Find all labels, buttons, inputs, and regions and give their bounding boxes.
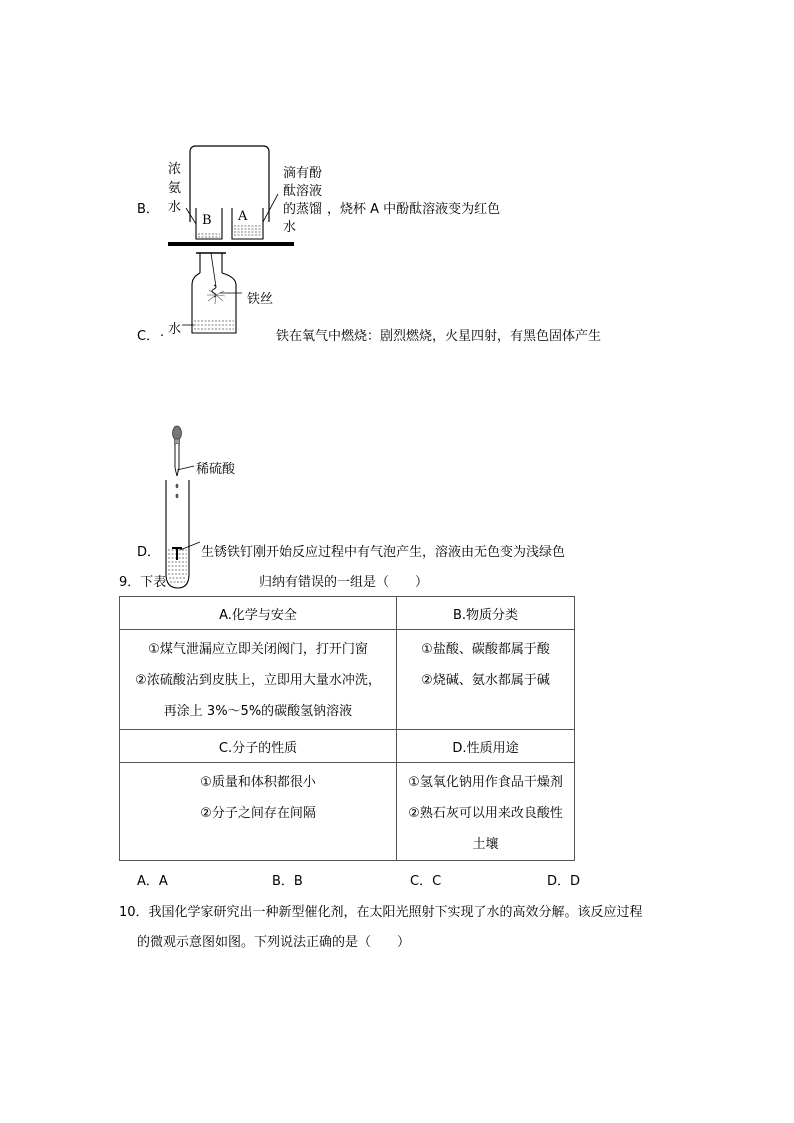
cell-a-line-1: ①煤气泄漏应立即关闭阀门，打开门窗	[148, 642, 368, 657]
cell-b-line-1: ①盐酸、碳酸都属于酸	[421, 642, 550, 657]
dilute-sulfuric-acid-label: 稀硫酸	[196, 462, 236, 477]
cell-a-head: A.化学与安全	[120, 597, 397, 630]
cell-b-head: B.物质分类	[397, 597, 575, 630]
option-c-dot: .	[160, 325, 165, 340]
water-label-c: 水	[168, 322, 182, 337]
phenolphthalein-label: 滴有酚 酞溶液 的蒸馏 水	[283, 166, 323, 235]
cell-c-line-2: ②分子之间存在间隔	[200, 806, 316, 821]
cell-a-line-3: 再涂上 3%～5%的碳酸氢钠溶液	[163, 704, 353, 719]
cell-d-body	[397, 763, 575, 861]
q9-stem-left: 9．下表	[119, 575, 167, 590]
cell-d-line-1: ①氢氧化钠用作食品干燥剂	[408, 775, 563, 790]
q9-summary-table	[119, 596, 575, 861]
cell-c-head: C.分子的性质	[120, 730, 397, 763]
beaker-a-label: A	[238, 209, 248, 224]
option-b-letter: B．	[137, 202, 159, 217]
ammonia-label: 浓 氨 水	[168, 162, 182, 215]
option-d-text: 生锈铁钉刚开始反应过程中有气泡产生，溶液由无色变为浅绿色	[201, 545, 566, 560]
q9-choice-b[interactable]: B．B	[272, 874, 303, 889]
cell-a-line-2: ②浓硫酸沾到皮肤上，立即用大量水冲洗，	[135, 673, 381, 688]
iron-wire-label: 铁丝	[247, 292, 274, 307]
cell-d-line-3: 土壤	[472, 837, 499, 852]
cell-b-line-2: ②烧碱、氨水都属于碱	[421, 673, 550, 688]
cell-a-body	[120, 630, 397, 730]
q10-line-1: 10．我国化学家研究出一种新型催化剂，在太阳光照射下实现了水的高效分解。该反应过程	[119, 905, 643, 920]
beaker-b-label: B	[202, 213, 212, 228]
cell-d-head: D.性质用途	[397, 730, 575, 763]
cell-b-body	[397, 630, 575, 730]
option-b-text: ，烧杯 A 中酚酞溶液变为红色	[327, 202, 501, 217]
cell-c-body	[120, 763, 397, 861]
q9-stem-right: 归纳有错误的一组是（ ）	[259, 575, 429, 590]
option-d-letter: D．	[137, 545, 161, 560]
cell-c-line-1: ①质量和体积都很小	[200, 775, 316, 790]
q9-choice-d[interactable]: D．D	[547, 874, 581, 889]
option-c-text: 铁在氧气中燃烧：剧烈燃烧，火星四射，有黑色固体产生	[276, 329, 602, 344]
test-tube-apparatus	[160, 424, 220, 592]
q9-choice-c[interactable]: C．C	[410, 874, 442, 889]
q10-line-2: 的微观示意图如图。下列说法正确的是（ ）	[137, 935, 411, 950]
option-c-letter: C．	[137, 329, 160, 344]
iron-burning-apparatus	[180, 247, 250, 339]
q9-choice-a[interactable]: A．A	[137, 874, 168, 889]
cell-d-line-2: ②熟石灰可以用来改良酸性	[408, 806, 563, 821]
